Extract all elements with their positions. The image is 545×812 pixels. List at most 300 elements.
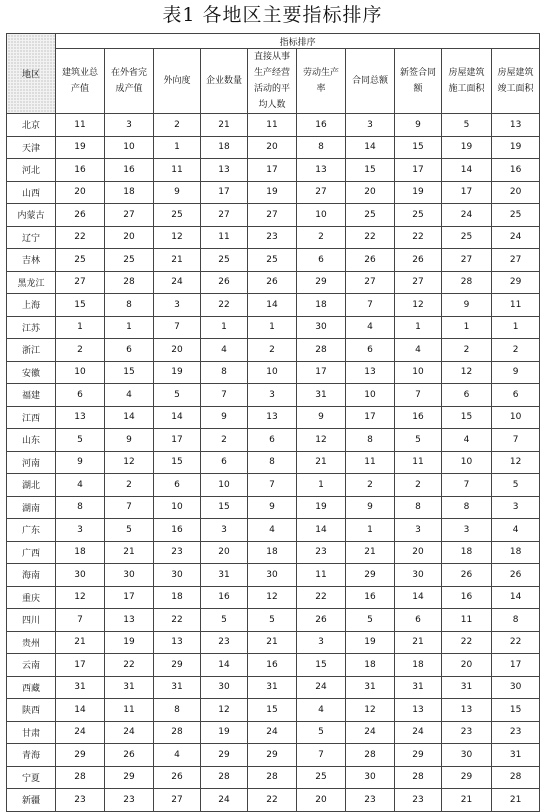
rank-cell: 20 <box>346 181 395 204</box>
table-row <box>7 744 540 767</box>
column-header <box>56 49 105 114</box>
table-row <box>7 271 540 294</box>
rank-cell: 3 <box>297 631 346 654</box>
rank-cell: 8 <box>105 294 154 317</box>
rank-cell: 12 <box>105 451 154 474</box>
rank-cell: 26 <box>201 271 248 294</box>
rank-cell: 27 <box>442 249 492 272</box>
rank-cell: 30 <box>395 564 442 587</box>
table-row <box>7 789 540 812</box>
table-row <box>7 226 540 249</box>
column-header-row <box>7 49 540 114</box>
rank-cell: 7 <box>346 294 395 317</box>
rank-cell: 27 <box>297 181 346 204</box>
rank-cell: 8 <box>297 136 346 159</box>
rank-cell: 22 <box>297 586 346 609</box>
rank-cell: 9 <box>105 429 154 452</box>
rank-cell: 2 <box>201 429 248 452</box>
table-row <box>7 519 540 542</box>
rank-cell: 31 <box>395 676 442 699</box>
rank-cell: 21 <box>442 789 492 812</box>
rank-cell: 1 <box>297 474 346 497</box>
rank-cell: 27 <box>201 204 248 227</box>
rank-cell: 16 <box>442 586 492 609</box>
region-cell: 福建 <box>7 384 56 407</box>
rank-cell: 20 <box>442 654 492 677</box>
rank-cell: 25 <box>248 249 297 272</box>
column-header-label: 外向度 <box>163 76 191 86</box>
rank-cell: 7 <box>56 609 105 632</box>
rank-cell: 9 <box>201 406 248 429</box>
region-cell: 河南 <box>7 451 56 474</box>
rank-cell: 14 <box>492 586 540 609</box>
rank-cell: 26 <box>154 766 201 789</box>
rank-cell: 8 <box>346 429 395 452</box>
rank-cell: 24 <box>346 721 395 744</box>
rank-cell: 21 <box>105 541 154 564</box>
rank-cell: 24 <box>201 789 248 812</box>
rank-cell: 22 <box>56 226 105 249</box>
rank-cell: 14 <box>248 294 297 317</box>
rank-cell: 21 <box>346 541 395 564</box>
rank-cell: 31 <box>297 384 346 407</box>
rank-cell: 16 <box>492 159 540 182</box>
ranking-table <box>6 33 540 812</box>
column-header-label: 合同总额 <box>351 76 388 86</box>
rank-cell: 11 <box>395 451 442 474</box>
rank-cell: 30 <box>346 766 395 789</box>
rank-cell: 12 <box>346 699 395 722</box>
table-row <box>7 294 540 317</box>
table-row <box>7 721 540 744</box>
rank-cell: 10 <box>346 384 395 407</box>
column-header <box>492 49 540 114</box>
rank-cell: 29 <box>56 744 105 767</box>
rank-cell: 4 <box>248 519 297 542</box>
rank-cell: 19 <box>154 361 201 384</box>
rank-cell: 21 <box>492 789 540 812</box>
rank-cell: 25 <box>346 204 395 227</box>
rank-cell: 14 <box>154 406 201 429</box>
rank-cell: 3 <box>201 519 248 542</box>
rank-cell: 6 <box>492 384 540 407</box>
rank-cell: 27 <box>395 271 442 294</box>
region-cell: 江苏 <box>7 316 56 339</box>
column-header-label: 房屋建筑竣工面积 <box>497 68 534 94</box>
region-cell: 辽宁 <box>7 226 56 249</box>
table-title: 表1 各地区主要指标排序 <box>162 4 383 26</box>
rank-cell: 29 <box>154 654 201 677</box>
rank-cell: 8 <box>395 496 442 519</box>
rank-cell: 3 <box>154 294 201 317</box>
rank-cell: 15 <box>297 654 346 677</box>
rank-cell: 11 <box>346 451 395 474</box>
region-cell: 安徽 <box>7 361 56 384</box>
rank-cell: 7 <box>201 384 248 407</box>
column-header <box>154 49 201 114</box>
rank-cell: 11 <box>297 564 346 587</box>
rank-cell: 23 <box>297 541 346 564</box>
rank-cell: 24 <box>395 721 442 744</box>
table-row <box>7 114 540 137</box>
region-cell: 四川 <box>7 609 56 632</box>
rank-cell: 5 <box>154 384 201 407</box>
rank-cell: 14 <box>346 136 395 159</box>
rank-cell: 19 <box>346 631 395 654</box>
rank-cell: 6 <box>346 339 395 362</box>
table-row <box>7 361 540 384</box>
rank-cell: 21 <box>56 631 105 654</box>
rank-cell: 20 <box>56 181 105 204</box>
rank-cell: 5 <box>56 429 105 452</box>
rank-cell: 10 <box>56 361 105 384</box>
rank-cell: 26 <box>297 609 346 632</box>
column-header-label: 企业数量 <box>205 76 242 86</box>
rank-cell: 23 <box>346 789 395 812</box>
rank-cell: 4 <box>297 699 346 722</box>
table-row <box>7 496 540 519</box>
rank-cell: 14 <box>201 654 248 677</box>
rank-cell: 29 <box>105 766 154 789</box>
rank-cell: 17 <box>297 361 346 384</box>
rank-cell: 9 <box>346 496 395 519</box>
table-header <box>7 34 540 114</box>
rank-cell: 26 <box>56 204 105 227</box>
rank-cell: 26 <box>346 249 395 272</box>
rank-cell: 18 <box>395 654 442 677</box>
rank-cell: 15 <box>56 294 105 317</box>
rank-cell: 6 <box>248 429 297 452</box>
region-cell: 湖北 <box>7 474 56 497</box>
rank-cell: 23 <box>395 789 442 812</box>
rank-cell: 16 <box>248 654 297 677</box>
rank-cell: 14 <box>442 159 492 182</box>
rank-cell: 9 <box>154 181 201 204</box>
rank-cell: 1 <box>492 316 540 339</box>
rank-cell: 7 <box>297 744 346 767</box>
column-header-label: 新签合同额 <box>399 68 436 94</box>
rank-cell: 15 <box>395 136 442 159</box>
rank-cell: 12 <box>248 586 297 609</box>
rank-cell: 9 <box>492 361 540 384</box>
rank-cell: 27 <box>154 789 201 812</box>
rank-cell: 7 <box>442 474 492 497</box>
table-row <box>7 631 540 654</box>
rank-cell: 3 <box>105 114 154 137</box>
region-cell: 广西 <box>7 541 56 564</box>
rank-cell: 17 <box>442 181 492 204</box>
table-row <box>7 316 540 339</box>
rank-cell: 18 <box>442 541 492 564</box>
rank-cell: 3 <box>442 519 492 542</box>
rank-cell: 5 <box>297 721 346 744</box>
rank-cell: 13 <box>248 406 297 429</box>
rank-cell: 30 <box>56 564 105 587</box>
rank-cell: 28 <box>395 766 442 789</box>
rank-cell: 4 <box>346 316 395 339</box>
rank-cell: 25 <box>492 204 540 227</box>
region-cell: 湖南 <box>7 496 56 519</box>
rank-cell: 27 <box>492 249 540 272</box>
rank-cell: 4 <box>201 339 248 362</box>
rank-cell: 17 <box>56 654 105 677</box>
rank-cell: 6 <box>154 474 201 497</box>
column-header-label: 劳动生产率 <box>302 68 339 94</box>
rank-cell: 11 <box>442 609 492 632</box>
rank-cell: 8 <box>492 609 540 632</box>
rank-cell: 13 <box>297 159 346 182</box>
rank-cell: 17 <box>395 159 442 182</box>
rank-cell: 28 <box>201 766 248 789</box>
rank-cell: 22 <box>154 609 201 632</box>
rank-cell: 18 <box>492 541 540 564</box>
column-header <box>346 49 395 114</box>
rank-cell: 15 <box>346 159 395 182</box>
rank-cell: 7 <box>154 316 201 339</box>
rank-cell: 6 <box>297 249 346 272</box>
rank-cell: 18 <box>346 654 395 677</box>
rank-cell: 15 <box>201 496 248 519</box>
rank-cell: 14 <box>105 406 154 429</box>
rank-cell: 17 <box>105 586 154 609</box>
rank-cell: 9 <box>442 294 492 317</box>
rank-cell: 18 <box>154 586 201 609</box>
rank-cell: 24 <box>154 271 201 294</box>
rank-cell: 20 <box>395 541 442 564</box>
rank-cell: 22 <box>201 294 248 317</box>
rank-cell: 16 <box>105 159 154 182</box>
table-row <box>7 429 540 452</box>
rank-cell: 19 <box>442 136 492 159</box>
rank-cell: 28 <box>56 766 105 789</box>
rank-cell: 1 <box>105 316 154 339</box>
rank-cell: 22 <box>442 631 492 654</box>
rank-cell: 23 <box>442 721 492 744</box>
rank-cell: 20 <box>297 789 346 812</box>
column-header <box>395 49 442 114</box>
region-cell: 江西 <box>7 406 56 429</box>
rank-cell: 13 <box>442 699 492 722</box>
rank-cell: 4 <box>395 339 442 362</box>
region-cell: 新疆 <box>7 789 56 812</box>
rank-cell: 6 <box>105 339 154 362</box>
rank-cell: 19 <box>492 136 540 159</box>
rank-cell: 11 <box>492 294 540 317</box>
rank-cell: 25 <box>442 226 492 249</box>
rank-cell: 17 <box>248 159 297 182</box>
column-header <box>105 49 154 114</box>
rank-cell: 28 <box>248 766 297 789</box>
rank-cell: 16 <box>346 586 395 609</box>
rank-cell: 27 <box>56 271 105 294</box>
column-header-label: 在外省完成产值 <box>110 68 147 94</box>
rank-cell: 29 <box>297 271 346 294</box>
rank-cell: 21 <box>154 249 201 272</box>
rank-cell: 31 <box>154 676 201 699</box>
table-row <box>7 586 540 609</box>
region-cell: 天津 <box>7 136 56 159</box>
rank-cell: 5 <box>248 609 297 632</box>
rank-cell: 19 <box>297 496 346 519</box>
rank-cell: 27 <box>346 271 395 294</box>
rank-cell: 12 <box>395 294 442 317</box>
table-row <box>7 204 540 227</box>
rank-cell: 31 <box>105 676 154 699</box>
region-header: 地区 <box>7 34 56 114</box>
rank-cell: 6 <box>201 451 248 474</box>
rank-cell: 5 <box>395 429 442 452</box>
rank-cell: 28 <box>297 339 346 362</box>
rank-cell: 12 <box>442 361 492 384</box>
rank-cell: 28 <box>105 271 154 294</box>
rank-cell: 4 <box>442 429 492 452</box>
rank-cell: 13 <box>154 631 201 654</box>
rank-cell: 30 <box>105 564 154 587</box>
rank-cell: 31 <box>201 564 248 587</box>
table-row <box>7 136 540 159</box>
rank-cell: 30 <box>154 564 201 587</box>
rank-cell: 10 <box>492 406 540 429</box>
table-row <box>7 676 540 699</box>
rank-cell: 19 <box>395 181 442 204</box>
rank-cell: 1 <box>154 136 201 159</box>
rank-cell: 20 <box>248 136 297 159</box>
rank-cell: 13 <box>201 159 248 182</box>
rank-cell: 16 <box>56 159 105 182</box>
rank-cell: 10 <box>154 496 201 519</box>
rank-cell: 1 <box>442 316 492 339</box>
rank-cell: 15 <box>154 451 201 474</box>
region-cell: 上海 <box>7 294 56 317</box>
table-row <box>7 541 540 564</box>
rank-cell: 16 <box>201 586 248 609</box>
rank-cell: 16 <box>395 406 442 429</box>
region-cell: 青海 <box>7 744 56 767</box>
rank-cell: 16 <box>154 519 201 542</box>
rank-cell: 2 <box>56 339 105 362</box>
column-header <box>248 49 297 114</box>
rank-cell: 4 <box>105 384 154 407</box>
rank-cell: 20 <box>201 541 248 564</box>
rank-cell: 2 <box>492 339 540 362</box>
rank-cell: 3 <box>248 384 297 407</box>
rank-cell: 15 <box>105 361 154 384</box>
region-cell: 吉林 <box>7 249 56 272</box>
rank-cell: 18 <box>201 136 248 159</box>
rank-cell: 29 <box>346 564 395 587</box>
table-row <box>7 406 540 429</box>
rank-cell: 13 <box>492 114 540 137</box>
rank-cell: 2 <box>297 226 346 249</box>
rank-cell: 21 <box>248 631 297 654</box>
column-header-label: 房屋建筑施工面积 <box>448 68 485 94</box>
rank-cell: 29 <box>248 744 297 767</box>
rank-cell: 23 <box>201 631 248 654</box>
table-row <box>7 384 540 407</box>
rank-cell: 12 <box>297 429 346 452</box>
rank-cell: 31 <box>346 676 395 699</box>
region-cell: 云南 <box>7 654 56 677</box>
rank-cell: 4 <box>154 744 201 767</box>
rank-cell: 3 <box>395 519 442 542</box>
rank-cell: 19 <box>105 631 154 654</box>
rank-cell: 15 <box>248 699 297 722</box>
rank-cell: 7 <box>248 474 297 497</box>
rank-cell: 17 <box>201 181 248 204</box>
region-cell: 甘肃 <box>7 721 56 744</box>
region-cell: 贵州 <box>7 631 56 654</box>
rank-cell: 14 <box>297 519 346 542</box>
table-row <box>7 181 540 204</box>
rank-cell: 14 <box>395 586 442 609</box>
rank-cell: 7 <box>105 496 154 519</box>
rank-cell: 10 <box>201 474 248 497</box>
rank-cell: 18 <box>248 541 297 564</box>
rank-cell: 13 <box>105 609 154 632</box>
rank-cell: 26 <box>442 564 492 587</box>
region-cell: 广东 <box>7 519 56 542</box>
rank-cell: 15 <box>492 699 540 722</box>
region-cell: 内蒙古 <box>7 204 56 227</box>
rank-cell: 21 <box>395 631 442 654</box>
rank-cell: 2 <box>395 474 442 497</box>
rank-cell: 26 <box>248 271 297 294</box>
rank-cell: 19 <box>248 181 297 204</box>
rank-cell: 30 <box>248 564 297 587</box>
rank-cell: 23 <box>56 789 105 812</box>
region-cell: 海南 <box>7 564 56 587</box>
rank-cell: 1 <box>248 316 297 339</box>
rank-cell: 17 <box>154 429 201 452</box>
rank-cell: 29 <box>201 744 248 767</box>
rank-cell: 18 <box>297 294 346 317</box>
rank-cell: 30 <box>492 676 540 699</box>
rank-cell: 5 <box>492 474 540 497</box>
rank-cell: 30 <box>201 676 248 699</box>
rank-cell: 30 <box>442 744 492 767</box>
rank-cell: 28 <box>154 721 201 744</box>
rank-cell: 12 <box>492 451 540 474</box>
rank-cell: 2 <box>105 474 154 497</box>
rank-cell: 25 <box>56 249 105 272</box>
rank-cell: 12 <box>56 586 105 609</box>
rank-cell: 10 <box>395 361 442 384</box>
rank-cell: 8 <box>442 496 492 519</box>
rank-cell: 18 <box>56 541 105 564</box>
rank-cell: 24 <box>56 721 105 744</box>
table-row <box>7 339 540 362</box>
rank-cell: 10 <box>105 136 154 159</box>
rank-cell: 26 <box>395 249 442 272</box>
rank-cell: 31 <box>442 676 492 699</box>
rank-cell: 1 <box>201 316 248 339</box>
rank-cell: 31 <box>492 744 540 767</box>
rank-cell: 23 <box>492 721 540 744</box>
rank-cell: 25 <box>201 249 248 272</box>
rank-cell: 14 <box>56 699 105 722</box>
table-row <box>7 564 540 587</box>
rank-cell: 10 <box>442 451 492 474</box>
rank-cell: 9 <box>248 496 297 519</box>
rank-cell: 11 <box>201 226 248 249</box>
rank-cell: 25 <box>395 204 442 227</box>
column-header <box>201 49 248 114</box>
rank-cell: 1 <box>395 316 442 339</box>
rank-cell: 24 <box>492 226 540 249</box>
rank-cell: 29 <box>442 766 492 789</box>
rank-cell: 21 <box>201 114 248 137</box>
rank-cell: 8 <box>56 496 105 519</box>
